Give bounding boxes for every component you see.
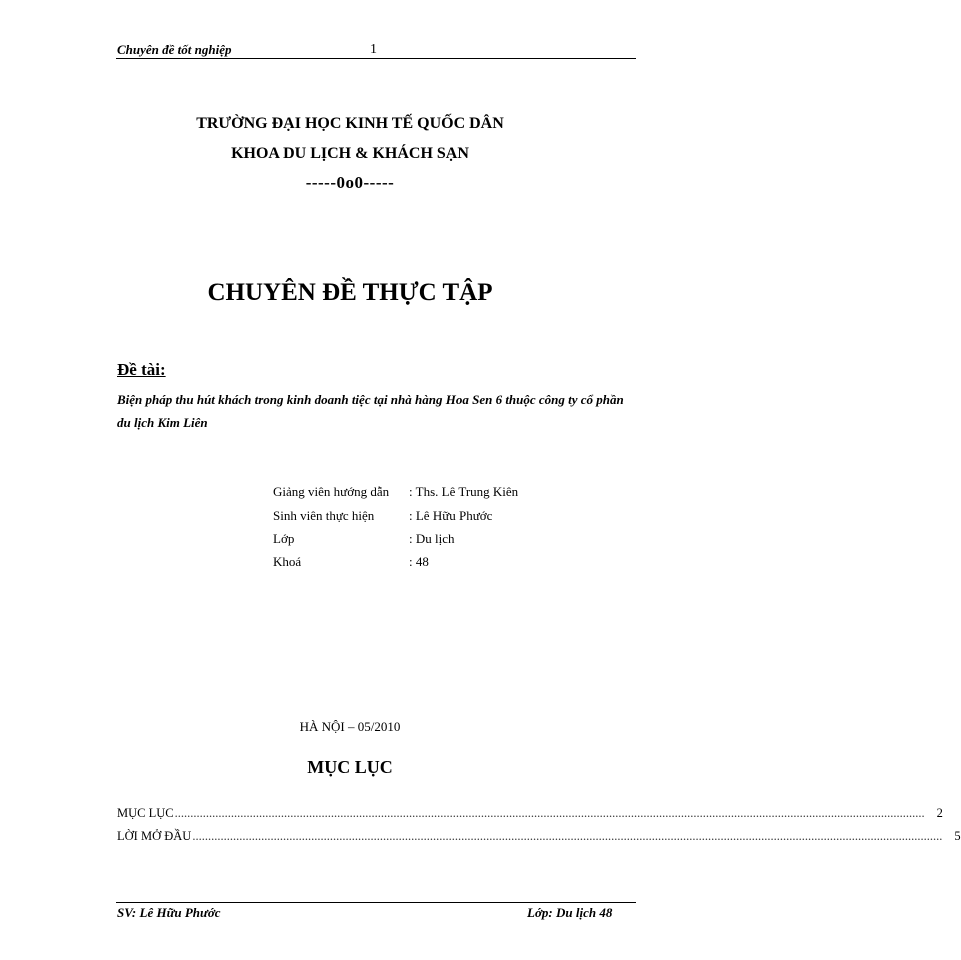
- info-row-cohort: [273, 554, 429, 570]
- ornament-divider: -----0o0-----: [305, 173, 395, 192]
- faculty-name: KHOA DU LỊCH & KHÁCH SẠN: [231, 145, 469, 162]
- place-date: HÀ NỘI – 05/2010: [299, 719, 401, 734]
- info-label: Khoá: [273, 554, 302, 569]
- info-row-class: [273, 531, 455, 547]
- footer-class: Lớp: Du lịch 48: [527, 905, 613, 920]
- footer-rule: [116, 902, 636, 903]
- toc-entry-page: 2: [936, 806, 943, 820]
- toc-entry-page: 5: [954, 829, 961, 843]
- toc-leader-dots: ................................................................................................................................................................................................................................................: [174, 806, 925, 820]
- toc-entry[interactable]: [117, 829, 961, 844]
- toc-entry-text: MỤC LỤC: [117, 806, 174, 820]
- header-page-number: 1: [370, 42, 377, 57]
- info-value: : Ths. Lê Trung Kiên: [409, 484, 519, 499]
- info-value: : Du lịch: [409, 531, 455, 546]
- info-value: : 48: [409, 554, 429, 569]
- footer-student: SV: Lê Hữu Phước: [117, 905, 221, 920]
- toc-title: MỤC LỤC: [307, 757, 393, 777]
- info-label: Lớp: [273, 531, 295, 546]
- info-row-student: [273, 508, 492, 524]
- university-name: TRƯỜNG ĐẠI HỌC KINH TẾ QUỐC DÂN: [196, 115, 504, 132]
- info-row-supervisor: [273, 484, 518, 500]
- header-rule: [116, 58, 636, 59]
- topic-label: Đề tài:: [117, 360, 166, 379]
- topic-text: Biện pháp thu hút khách trong kinh doanh tiệc tại nhà hàng Hoa Sen 6 thuộc công ty cổ phần du lịch Kim Liên: [117, 392, 624, 430]
- info-label: Sinh viên thực hiện: [273, 508, 375, 523]
- info-label: Giảng viên hướng dẫn: [273, 484, 390, 499]
- document-title: CHUYÊN ĐỀ THỰC TẬP: [207, 279, 493, 306]
- toc-entry-text: LỜI MỞ ĐẦU: [117, 829, 192, 843]
- header-title: Chuyên đề tốt nghiệp: [117, 42, 232, 57]
- toc-leader-dots: ................................................................................................................................................................................................................................................: [192, 829, 943, 843]
- info-value: : Lê Hữu Phước: [409, 508, 493, 523]
- toc-entry[interactable]: [117, 806, 943, 821]
